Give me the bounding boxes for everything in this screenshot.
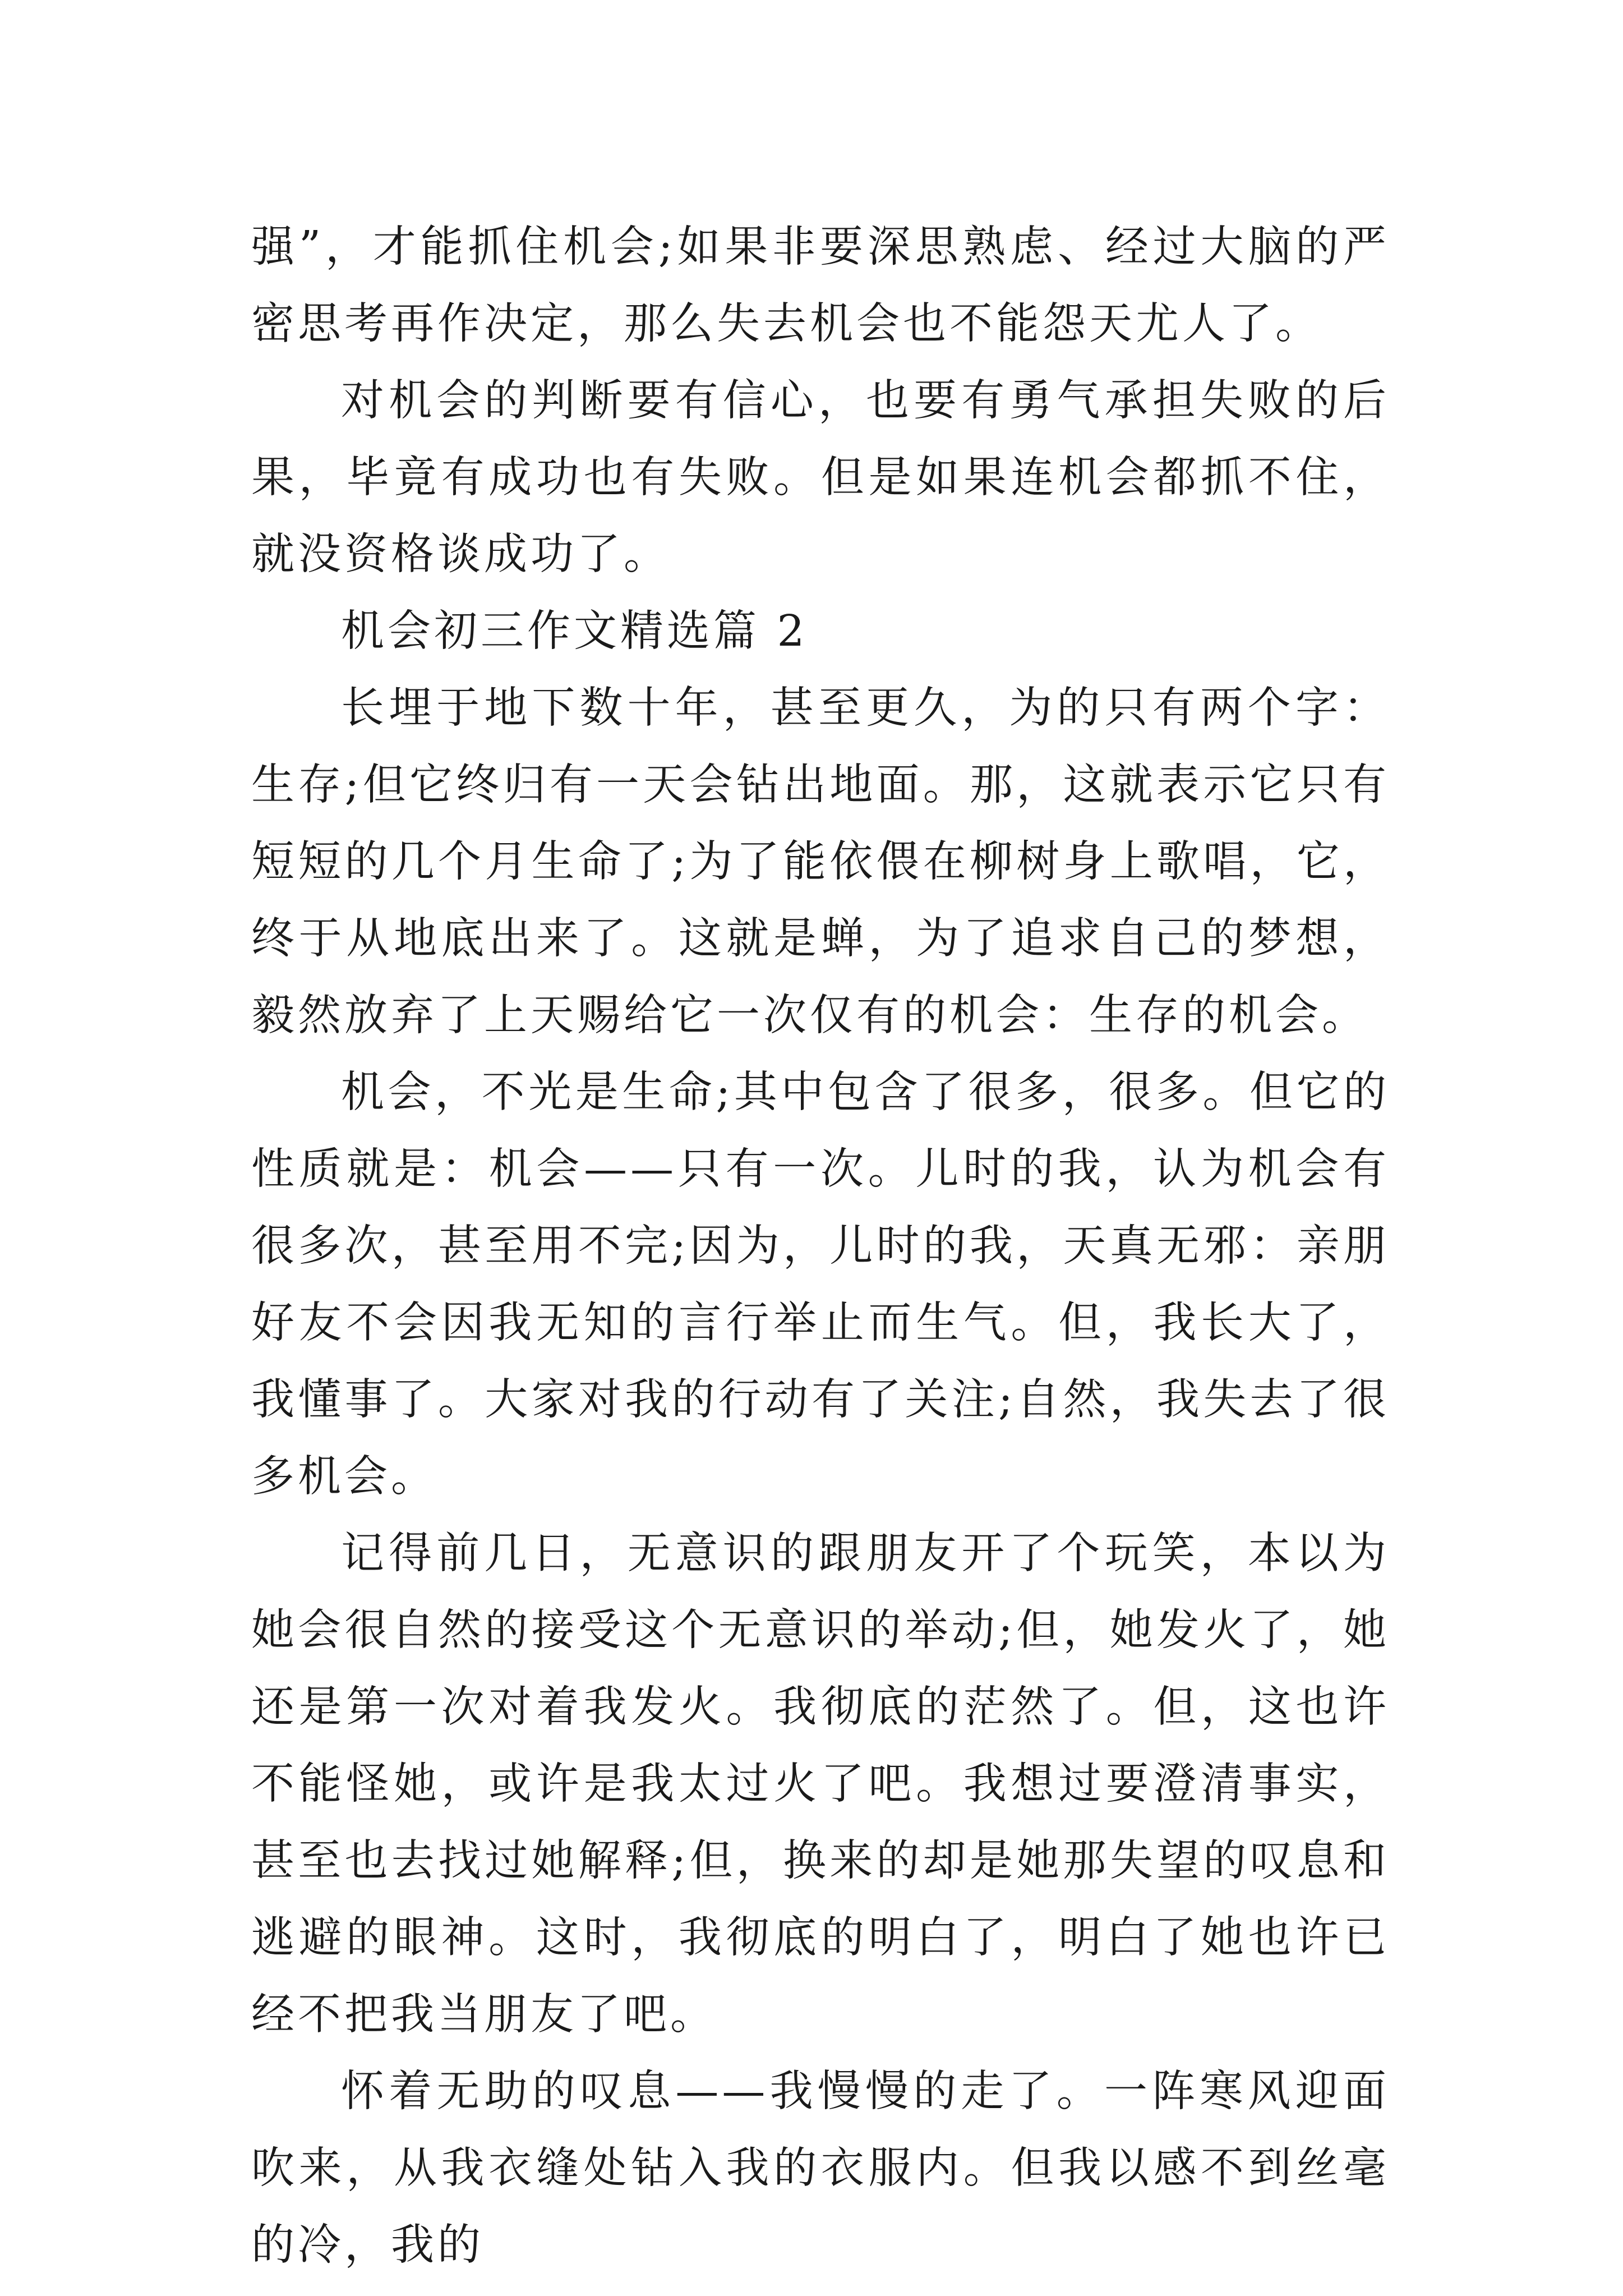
paragraph: 强”，才能抓住机会;如果非要深思熟虑、经过大脑的严密思考再作决定，那么失去机会也不能怨天尤人了。: [251, 222, 1390, 349]
paragraph: 长埋于地下数十年，甚至更久，为的只有两个字：生存;但它终归有一天会钻出地面。那，这就表示它只有短短的几个月生命了;为了能依偎在柳树身上歌唱，它，终于从地底出来了。这就是蝉，为了追求自己的梦想，毅然放弃了上天赐给它一次仅有的机会：生存的机会。: [251, 683, 1390, 1041]
paragraph: 记得前几日，无意识的跟朋友开了个玩笑，本以为她会很自然的接受这个无意识的举动;但，她发火了，她还是第一次对着我发火。我彻底的茫然了。但，这也许不能怪她，或许是我太过火了吧。我想过要澄清事实，甚至也去找过她解释;但，换来的却是她那失望的叹息和逃避的眼神。这时，我彻底的明白了，明白了她也许已经不把我当朋友了吧。: [251, 1529, 1390, 2040]
paragraph: 机会，不光是生命;其中包含了很多，很多。但它的性质就是：机会——只有一次。儿时的我，认为机会有很多次，甚至用不完;因为，儿时的我，天真无邪：亲朋好友不会因我无知的言行举止而生气。但，我长大了，我懂事了。大家对我的行动有了关注;自然，我失去了很多机会。: [251, 1068, 1390, 1502]
document-body: [251, 209, 1390, 2284]
paragraph: 对机会的判断要有信心，也要有勇气承担失败的后果，毕竟有成功也有失败。但是如果连机会都抓不住，就没资格谈成功了。: [251, 376, 1390, 579]
section-heading: 机会初三作文精选篇 2: [341, 606, 808, 656]
paragraph: 怀着无助的叹息——我慢慢的走了。一阵寒风迎面吹来，从我衣缝处钻入我的衣服内。但我以感不到丝毫的冷，我的: [251, 2067, 1390, 2270]
